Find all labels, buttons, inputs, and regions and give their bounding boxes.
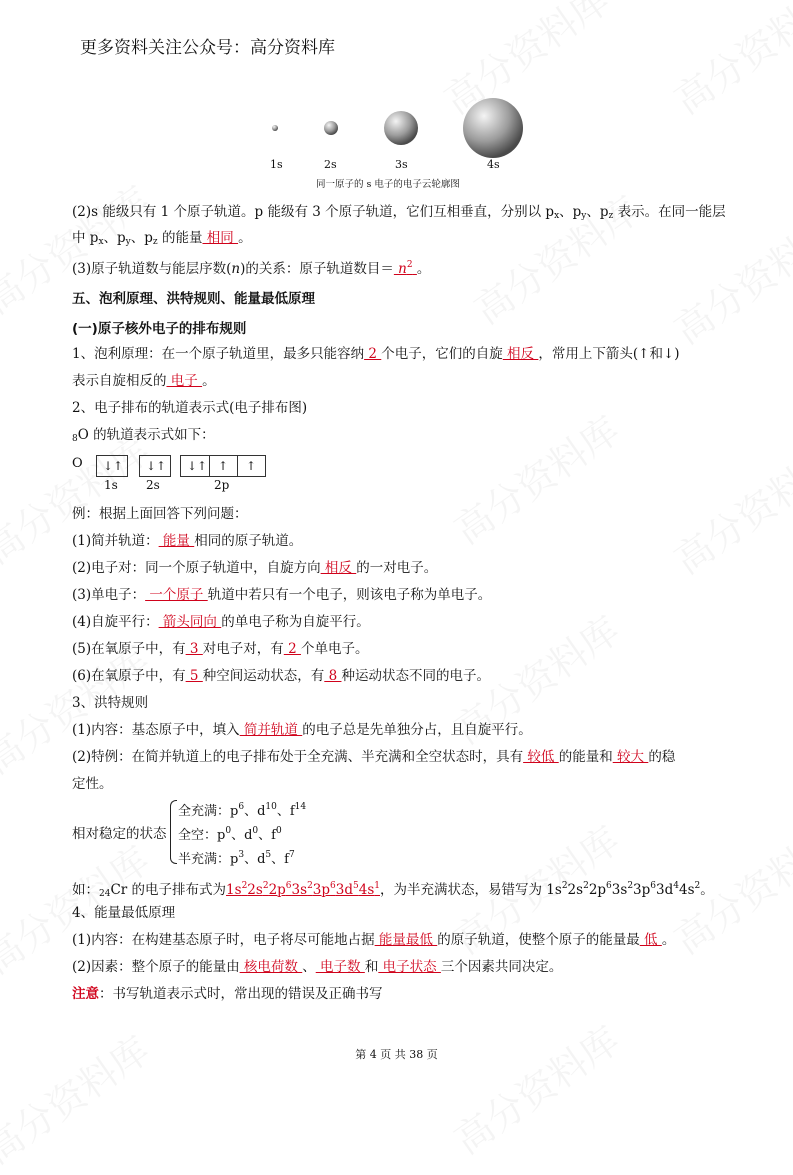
stable-full: 全充满：$p^6$、$d^{10}$、$f^{14}$ xyxy=(178,802,307,819)
question-1: (1)简并轨道： 能量 相同的原子轨道。 xyxy=(72,533,303,549)
section-title: 五、泡利原理、洪特规则、能量最低原理 xyxy=(72,291,315,307)
hund-special-cont: 定性。 xyxy=(72,776,113,792)
watermark xyxy=(661,0,793,125)
answer-blank: 能量最低 xyxy=(374,932,438,948)
paragraph-pauli-cont: 表示自旋相反的 电子 。 xyxy=(72,373,216,389)
watermark xyxy=(661,430,793,584)
orbital-label: 1s xyxy=(270,158,283,171)
stable-half: 半充满：$p^3$、$d^5$、$f^7$ xyxy=(178,850,295,867)
question-6: (6)在氧原子中，有 5 种空间运动状态，有 8 种运动状态不同的电子。 xyxy=(72,668,490,684)
answer-blank: 2 xyxy=(364,346,382,362)
element-symbol: O xyxy=(72,456,83,471)
orbital-label: 3s xyxy=(395,158,408,171)
divider xyxy=(209,456,210,476)
brace xyxy=(170,800,177,864)
arrow-pair: ↓↑ xyxy=(146,459,167,473)
orbital-3s-sphere xyxy=(384,111,418,145)
lowest-energy-content: (1)内容：在构建基态原子时，电子将尽可能地占据 能量最低 的原子轨道，使整个原子的能量最 低 。 xyxy=(72,932,676,948)
answer-blank: 箭头同向 xyxy=(158,614,222,630)
subsection-title: (一)原子核外电子的排布规则 xyxy=(72,321,247,337)
orbital-diagram-title: 2、电子排布的轨道表示式(电子排布图) xyxy=(72,400,308,416)
orbital-box-2p xyxy=(180,455,266,477)
answer-blank: 2 xyxy=(283,641,301,657)
cr-example: 如：$_{24}$Cr 的电子排布式为$1s^22s^22p^63s^23p^63d^54s^1$，为半充满状态，易错写为 $1s^22s^22p^63s^23p^63d^44s^2$。 xyxy=(72,881,714,899)
answer-blank: 8 xyxy=(324,668,342,684)
hund-title: 3、洪特规则 xyxy=(72,695,149,711)
arrow-pair: ↓↑ xyxy=(187,459,208,473)
orbital-label: 2s xyxy=(146,478,160,492)
question-2: (2)电子对：同一个原子轨道中，自旋方向 相反 的一对电子。 xyxy=(72,560,438,576)
answer-blank: 能量 xyxy=(158,533,195,549)
answer-blank: 一个原子 xyxy=(145,587,208,603)
stable-label: 相对稳定的状态 xyxy=(72,826,167,842)
orbital-box-2s xyxy=(139,455,171,477)
orbital-diagram-intro: $_8$O 的轨道表示式如下： xyxy=(72,427,215,444)
orbital-label: 1s xyxy=(104,478,118,492)
watermark xyxy=(441,1010,628,1164)
answer-blank: 相反 xyxy=(320,560,357,576)
paragraph-p-energy: 中 $p_x$、$p_y$、$p_z$ 的能量 相同 。 xyxy=(72,230,252,247)
paragraph-pauli: 1、泡利原理：在一个原子轨道里，最多只能容纳 2 个电子，它们的自旋 相反 ，常用上下箭头(↑和↓) xyxy=(72,346,680,362)
watermark xyxy=(441,400,628,554)
answer-blank: 相同 xyxy=(202,230,239,246)
page-header: 更多资料关注公众号：高分资料库 xyxy=(80,38,335,58)
orbital-label: 4s xyxy=(487,158,500,171)
orbital-2s-sphere xyxy=(324,121,338,135)
lowest-energy-title: 4、能量最低原理 xyxy=(72,905,176,921)
lowest-energy-factors: (2)因素：整个原子的能量由 核电荷数 、 电子数 和 电子状态 三个因素共同决定。 xyxy=(72,959,563,975)
orbital-box-1s xyxy=(96,455,128,477)
answer-blank: 较低 xyxy=(523,749,559,765)
question-3: (3)单电子： 一个原子 轨道中若只有一个电子，则该电子称为单电子。 xyxy=(72,587,492,603)
answer-blank: 电子 xyxy=(166,373,203,389)
divider xyxy=(237,456,238,476)
arrow-pair: ↓↑ xyxy=(103,459,124,473)
arrow-single: ↑ xyxy=(245,459,257,473)
answer-blank: 3 xyxy=(185,641,203,657)
answer-blank: $1s^22s^22p^63s^23p^63d^54s^1$ xyxy=(226,881,380,898)
arrow-single: ↑ xyxy=(217,459,229,473)
answer-blank: 简并轨道 xyxy=(239,722,303,738)
answer-blank: 较大 xyxy=(612,749,649,765)
paragraph-orbital-count: (3)原子轨道数与能层序数(n)的关系：原子轨道数目＝ $n^2$ 。 xyxy=(72,260,431,277)
answer-blank: $n^2$ xyxy=(393,260,413,277)
note-label: 注意 xyxy=(72,986,99,1002)
answer-blank: 核电荷数 xyxy=(239,959,303,975)
orbital-label: 2s xyxy=(324,158,337,171)
orbital-4s-sphere xyxy=(463,98,523,158)
question-5: (5)在氧原子中，有 3 对电子对，有 2 个单电子。 xyxy=(72,641,369,657)
hund-content: (1)内容：基态原子中，填入 简并轨道 的电子总是先单独分占，且自旋平行。 xyxy=(72,722,532,738)
stable-empty: 全空：$p^0$、$d^0$、$f^0$ xyxy=(178,826,282,843)
hund-special: (2)特例：在简并轨道上的电子排布处于全充满、半充满和全空状态时，具有 较低 的能量和 较大 的稳 xyxy=(72,749,676,765)
paragraph-p-orbitals: (2)s 能级只有 1 个原子轨道。p 能级有 3 个原子轨道，它们互相垂直，分别以 $p_x$、$p_y$、$p_z$ 表示。在同一能层 xyxy=(72,204,726,221)
answer-blank: 5 xyxy=(185,668,203,684)
page-footer: 第 4 页 共 38 页 xyxy=(355,1048,438,1061)
question-4: (4)自旋平行： 箭头同向 的单电子称为自旋平行。 xyxy=(72,614,370,630)
figure-caption: 同一原子的 s 电子的电子云轮廓图 xyxy=(316,179,460,190)
answer-blank: 相反 xyxy=(502,346,539,362)
example-title: 例：根据上面回答下列问题： xyxy=(72,506,248,522)
answer-blank: 电子状态 xyxy=(378,959,441,975)
answer-blank: 低 xyxy=(639,932,662,948)
answer-blank: 电子数 xyxy=(315,959,365,975)
orbital-label: 2p xyxy=(214,478,230,492)
note: 注意：书写轨道表示式时，常出现的错误及正确书写 xyxy=(72,986,383,1002)
orbital-1s-sphere xyxy=(272,125,278,131)
watermark xyxy=(0,1020,159,1174)
